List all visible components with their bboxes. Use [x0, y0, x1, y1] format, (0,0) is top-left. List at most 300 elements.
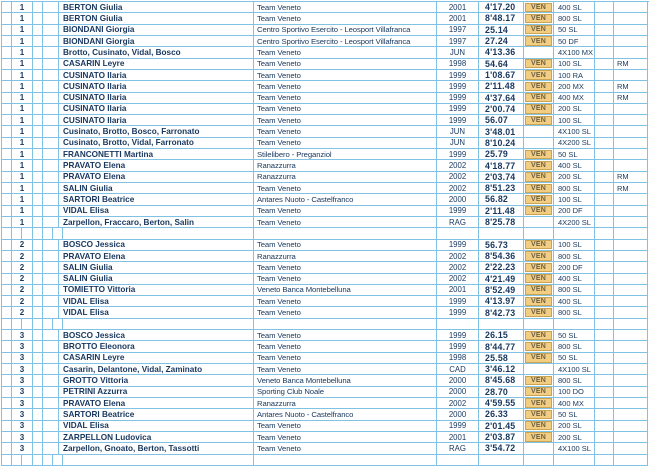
spacer-cell — [2, 353, 12, 364]
spacer-cell — [33, 319, 43, 330]
spacer-cell — [2, 13, 12, 24]
time-cell: 3'48.01 — [479, 126, 524, 137]
event-cell: 100 SL — [554, 240, 595, 251]
record-note-cell — [614, 25, 648, 36]
federation-cell — [524, 274, 554, 285]
group-number-cell: 1 — [12, 25, 33, 36]
federation-cell — [524, 25, 554, 36]
record-note-cell — [614, 13, 648, 24]
record-row — [2, 262, 649, 273]
spacer-cell — [43, 47, 59, 58]
record-row — [2, 115, 649, 126]
spacer-cell — [43, 25, 59, 36]
spacer-cell — [2, 81, 12, 92]
event-cell: 4X100 SL — [554, 126, 595, 137]
spacer-cell — [2, 307, 12, 318]
federation-badge: VEN — [525, 376, 552, 385]
athlete-name-cell: CASARIN Leyre — [59, 353, 254, 364]
federation-badge: VEN — [525, 36, 552, 45]
time-cell: 2'00.74 — [479, 104, 524, 115]
spacer-cell — [2, 421, 12, 432]
record-note-cell — [614, 421, 648, 432]
spacer-cell — [595, 251, 614, 262]
record-row — [2, 285, 649, 296]
year-cell: 2002 — [437, 251, 479, 262]
time-cell: 2'01.45 — [479, 421, 524, 432]
spacer-cell — [43, 2, 59, 13]
spacer-cell — [12, 319, 22, 330]
spacer-cell — [33, 59, 43, 70]
record-note-cell: RM — [614, 81, 648, 92]
time-cell: 8'54.36 — [479, 251, 524, 262]
record-note-cell — [614, 330, 648, 341]
spacer-cell — [2, 330, 12, 341]
athlete-name-cell: CUSINATO Ilaria — [59, 70, 254, 81]
event-cell: 400 MX — [554, 398, 595, 409]
federation-cell — [524, 421, 554, 432]
year-cell: 1999 — [437, 341, 479, 352]
record-note-cell — [614, 307, 648, 318]
time-cell: 1'08.67 — [479, 70, 524, 81]
record-row — [2, 274, 649, 285]
group-number-cell: 2 — [12, 285, 33, 296]
spacer-cell — [595, 409, 614, 420]
spacer-cell — [595, 2, 614, 13]
athlete-name-cell: CUSINATO Ilaria — [59, 104, 254, 115]
separator-row — [2, 455, 649, 466]
record-row — [2, 138, 649, 149]
group-number-cell: 1 — [12, 81, 33, 92]
spacer-cell — [595, 104, 614, 115]
spacer-cell — [43, 432, 59, 443]
spacer-cell — [43, 353, 59, 364]
spacer-cell — [2, 262, 12, 273]
spacer-cell — [43, 228, 53, 239]
spacer-cell — [595, 138, 614, 149]
record-row — [2, 353, 649, 364]
team-cell: Team Veneto — [254, 353, 437, 364]
federation-cell — [524, 194, 554, 205]
athlete-name-cell: Cusinato, Brotto, Bosco, Farronato — [59, 126, 254, 137]
year-cell: 1999 — [437, 70, 479, 81]
event-cell: 200 MX — [554, 81, 595, 92]
spacer-cell — [2, 126, 12, 137]
spacer-cell — [437, 228, 479, 239]
federation-badge: VEN — [525, 3, 552, 12]
team-cell: Sporting Club Noale — [254, 387, 437, 398]
spacer-cell — [2, 251, 12, 262]
time-cell: 8'10.24 — [479, 138, 524, 149]
athlete-name-cell: PRAVATO Elena — [59, 160, 254, 171]
spacer-cell — [595, 364, 614, 375]
group-number-cell: 2 — [12, 251, 33, 262]
spacer-cell — [33, 296, 43, 307]
spacer-cell — [43, 443, 59, 454]
federation-cell — [524, 285, 554, 296]
time-cell: 56.82 — [479, 194, 524, 205]
athlete-name-cell: BIONDANI Giorgia — [59, 25, 254, 36]
spacer-cell — [33, 353, 43, 364]
athlete-name-cell: VIDAL Elisa — [59, 296, 254, 307]
spacer-cell — [43, 375, 59, 386]
record-row — [2, 387, 649, 398]
federation-badge: VEN — [525, 387, 552, 396]
record-note-cell — [614, 149, 648, 160]
spacer-cell — [22, 228, 33, 239]
record-note-cell — [614, 409, 648, 420]
athlete-name-cell: SARTORI Beatrice — [59, 409, 254, 420]
time-cell: 25.14 — [479, 25, 524, 36]
time-cell: 8'51.23 — [479, 183, 524, 194]
record-row — [2, 251, 649, 262]
spacer-cell — [614, 455, 648, 466]
year-cell: 2002 — [437, 274, 479, 285]
athlete-name-cell: ZARPELLON Ludovica — [59, 432, 254, 443]
spacer-cell — [595, 194, 614, 205]
year-cell: 2002 — [437, 160, 479, 171]
federation-cell — [524, 398, 554, 409]
spacer-cell — [2, 319, 12, 330]
spacer-cell — [479, 228, 524, 239]
spacer-cell — [33, 409, 43, 420]
group-number-cell: 3 — [12, 409, 33, 420]
group-number-cell: 1 — [12, 160, 33, 171]
group-number-cell: 1 — [12, 70, 33, 81]
spacer-cell — [33, 387, 43, 398]
athlete-name-cell: Casarin, Delantone, Vidal, Zaminato — [59, 364, 254, 375]
spacer-cell — [595, 330, 614, 341]
federation-cell — [524, 36, 554, 47]
separator-row — [2, 319, 649, 330]
record-row — [2, 364, 649, 375]
federation-badge: VEN — [525, 195, 552, 204]
federation-badge: VEN — [525, 432, 552, 441]
year-cell: 1998 — [437, 353, 479, 364]
spacer-cell — [479, 319, 524, 330]
group-number-cell: 2 — [12, 274, 33, 285]
spacer-cell — [2, 115, 12, 126]
federation-cell — [524, 13, 554, 24]
record-note-cell — [614, 194, 648, 205]
spacer-cell — [479, 455, 524, 466]
record-row — [2, 126, 649, 137]
spacer-cell — [53, 319, 63, 330]
year-cell: 1999 — [437, 307, 479, 318]
record-note-cell — [614, 398, 648, 409]
team-cell: Veneto Banca Montebelluna — [254, 285, 437, 296]
group-number-cell: 3 — [12, 364, 33, 375]
year-cell: 1999 — [437, 93, 479, 104]
year-cell: 1999 — [437, 421, 479, 432]
spacer-cell — [2, 228, 12, 239]
federation-cell — [524, 2, 554, 13]
record-note-cell — [614, 217, 648, 228]
athlete-name-cell: BERTON Giulia — [59, 2, 254, 13]
year-cell: 1997 — [437, 36, 479, 47]
spacer-cell — [43, 59, 59, 70]
team-cell: Team Veneto — [254, 296, 437, 307]
team-cell: Team Veneto — [254, 274, 437, 285]
federation-badge: VEN — [525, 184, 552, 193]
spacer-cell — [33, 2, 43, 13]
event-cell: 50 SL — [554, 149, 595, 160]
record-note-cell — [614, 387, 648, 398]
spacer-cell — [63, 228, 254, 239]
spacer-cell — [33, 81, 43, 92]
spacer-cell — [2, 296, 12, 307]
team-cell: Team Veneto — [254, 115, 437, 126]
spacer-cell — [254, 455, 437, 466]
time-cell: 8'44.77 — [479, 341, 524, 352]
team-cell: Ranazzurra — [254, 172, 437, 183]
federation-cell — [524, 126, 554, 137]
event-cell: 50 SL — [554, 409, 595, 420]
group-number-cell: 1 — [12, 172, 33, 183]
time-cell: 4'13.36 — [479, 47, 524, 58]
athlete-name-cell: CASARIN Leyre — [59, 59, 254, 70]
spacer-cell — [595, 217, 614, 228]
federation-cell — [524, 183, 554, 194]
federation-badge: VEN — [525, 263, 552, 272]
group-number-cell: 2 — [12, 262, 33, 273]
spacer-cell — [2, 398, 12, 409]
record-row — [2, 421, 649, 432]
spacer-cell — [43, 364, 59, 375]
federation-badge: VEN — [525, 150, 552, 159]
group-number-cell: 1 — [12, 13, 33, 24]
spacer-cell — [2, 432, 12, 443]
year-cell: 2000 — [437, 194, 479, 205]
federation-cell — [524, 104, 554, 115]
event-cell: 4X100 SL — [554, 443, 595, 454]
year-cell: 2001 — [437, 2, 479, 13]
record-row — [2, 217, 649, 228]
record-note-cell — [614, 104, 648, 115]
event-cell: 400 MX — [554, 93, 595, 104]
spacer-cell — [43, 341, 59, 352]
year-cell: JUN — [437, 126, 479, 137]
spacer-cell — [595, 307, 614, 318]
event-cell: 50 SL — [554, 353, 595, 364]
athlete-name-cell: PRAVATO Elena — [59, 251, 254, 262]
record-row — [2, 13, 649, 24]
spacer-cell — [33, 364, 43, 375]
team-cell: Team Veneto — [254, 432, 437, 443]
group-number-cell: 2 — [12, 307, 33, 318]
team-cell: Ranazzurra — [254, 398, 437, 409]
year-cell: JUN — [437, 47, 479, 58]
team-cell: Team Veneto — [254, 307, 437, 318]
federation-badge: VEN — [525, 331, 552, 340]
record-row — [2, 375, 649, 386]
event-cell: 800 SL — [554, 183, 595, 194]
federation-cell — [524, 307, 554, 318]
spacer-cell — [595, 421, 614, 432]
year-cell: 2001 — [437, 13, 479, 24]
event-cell: 4X200 SL — [554, 217, 595, 228]
spacer-cell — [43, 455, 53, 466]
event-cell: 100 RA — [554, 70, 595, 81]
event-cell: 100 SL — [554, 194, 595, 205]
spacer-cell — [2, 409, 12, 420]
event-cell: 100 DO — [554, 387, 595, 398]
event-cell: 4X100 SL — [554, 364, 595, 375]
year-cell: 1998 — [437, 59, 479, 70]
record-row — [2, 330, 649, 341]
spacer-cell — [595, 172, 614, 183]
record-note-cell — [614, 375, 648, 386]
year-cell: 2002 — [437, 183, 479, 194]
time-cell: 4'13.97 — [479, 296, 524, 307]
time-cell: 8'42.73 — [479, 307, 524, 318]
record-note-cell — [614, 70, 648, 81]
record-row — [2, 172, 649, 183]
federation-badge: VEN — [525, 161, 552, 170]
record-row — [2, 409, 649, 420]
team-cell: Antares Nuoto - Castelfranco — [254, 194, 437, 205]
athlete-name-cell: FRANCONETTI Martina — [59, 149, 254, 160]
spacer-cell — [33, 251, 43, 262]
spacer-cell — [595, 81, 614, 92]
spacer-cell — [63, 455, 254, 466]
team-cell: Team Veneto — [254, 47, 437, 58]
spacer-cell — [43, 115, 59, 126]
group-number-cell: 3 — [12, 353, 33, 364]
spacer-cell — [33, 36, 43, 47]
year-cell: 1999 — [437, 104, 479, 115]
time-cell: 8'48.17 — [479, 13, 524, 24]
record-note-cell — [614, 341, 648, 352]
spacer-cell — [43, 138, 59, 149]
event-cell: 800 SL — [554, 375, 595, 386]
athlete-name-cell: SALIN Giulia — [59, 274, 254, 285]
spacer-cell — [2, 138, 12, 149]
spacer-cell — [2, 206, 12, 217]
athlete-name-cell: SALIN Giulia — [59, 262, 254, 273]
spacer-cell — [43, 307, 59, 318]
federation-cell — [524, 443, 554, 454]
records-table — [1, 1, 649, 466]
spacer-cell — [33, 115, 43, 126]
event-cell: 400 SL — [554, 274, 595, 285]
athlete-name-cell: CUSINATO Ilaria — [59, 81, 254, 92]
spacer-cell — [12, 455, 22, 466]
federation-badge: VEN — [525, 116, 552, 125]
spacer-cell — [43, 126, 59, 137]
record-note-cell — [614, 126, 648, 137]
federation-cell — [524, 409, 554, 420]
team-cell: Centro Sportivo Esercito - Leosport Villafranca — [254, 36, 437, 47]
federation-cell — [524, 138, 554, 149]
athlete-name-cell: Zarpellon, Fraccaro, Berton, Salin — [59, 217, 254, 228]
athlete-name-cell: SALIN Giulia — [59, 183, 254, 194]
record-note-cell — [614, 296, 648, 307]
spacer-cell — [2, 341, 12, 352]
federation-badge: VEN — [525, 353, 552, 362]
spacer-cell — [2, 25, 12, 36]
record-note-cell: RM — [614, 93, 648, 104]
event-cell: 4X100 MX — [554, 47, 595, 58]
spacer-cell — [12, 228, 22, 239]
group-number-cell: 1 — [12, 126, 33, 137]
spacer-cell — [43, 262, 59, 273]
record-note-cell — [614, 138, 648, 149]
spacer-cell — [33, 149, 43, 160]
record-note-cell — [614, 115, 648, 126]
record-row — [2, 194, 649, 205]
spacer-cell — [2, 375, 12, 386]
record-note-cell — [614, 285, 648, 296]
event-cell: 400 SL — [554, 160, 595, 171]
team-cell: Team Veneto — [254, 70, 437, 81]
federation-badge: VEN — [525, 240, 552, 249]
time-cell: 2'03.87 — [479, 432, 524, 443]
record-note-cell — [614, 353, 648, 364]
spacer-cell — [33, 262, 43, 273]
year-cell: 1999 — [437, 296, 479, 307]
federation-badge: VEN — [525, 421, 552, 430]
spacer-cell — [2, 47, 12, 58]
spacer-cell — [595, 36, 614, 47]
record-note-cell — [614, 240, 648, 251]
spacer-cell — [43, 217, 59, 228]
spacer-cell — [33, 455, 43, 466]
federation-cell — [524, 81, 554, 92]
spacer-cell — [595, 47, 614, 58]
spacer-cell — [33, 126, 43, 137]
spacer-cell — [43, 330, 59, 341]
athlete-name-cell: BERTON Giulia — [59, 13, 254, 24]
time-cell: 56.07 — [479, 115, 524, 126]
spacer-cell — [595, 319, 614, 330]
spacer-cell — [2, 172, 12, 183]
federation-cell — [524, 262, 554, 273]
spacer-cell — [33, 421, 43, 432]
spacer-cell — [2, 443, 12, 454]
athlete-name-cell: Brotto, Cusinato, Vidal, Bosco — [59, 47, 254, 58]
year-cell: 1999 — [437, 115, 479, 126]
spacer-cell — [33, 172, 43, 183]
team-cell: Team Veneto — [254, 262, 437, 273]
spacer-cell — [2, 149, 12, 160]
record-row — [2, 93, 649, 104]
spacer-cell — [2, 160, 12, 171]
spacer-cell — [595, 398, 614, 409]
spacer-cell — [33, 160, 43, 171]
spacer-cell — [595, 59, 614, 70]
group-number-cell: 3 — [12, 330, 33, 341]
record-note-cell — [614, 36, 648, 47]
spacer-cell — [22, 455, 33, 466]
federation-badge: VEN — [525, 251, 552, 260]
athlete-name-cell: PRAVATO Elena — [59, 172, 254, 183]
team-cell: Team Veneto — [254, 364, 437, 375]
spacer-cell — [2, 104, 12, 115]
group-number-cell: 3 — [12, 387, 33, 398]
spacer-cell — [595, 387, 614, 398]
federation-cell — [524, 296, 554, 307]
event-cell: 800 SL — [554, 307, 595, 318]
spacer-cell — [595, 285, 614, 296]
spacer-cell — [43, 319, 53, 330]
record-row — [2, 149, 649, 160]
federation-badge: VEN — [525, 297, 552, 306]
spacer-cell — [43, 421, 59, 432]
spacer-cell — [2, 274, 12, 285]
spacer-cell — [33, 240, 43, 251]
record-row — [2, 36, 649, 47]
spacer-cell — [33, 443, 43, 454]
